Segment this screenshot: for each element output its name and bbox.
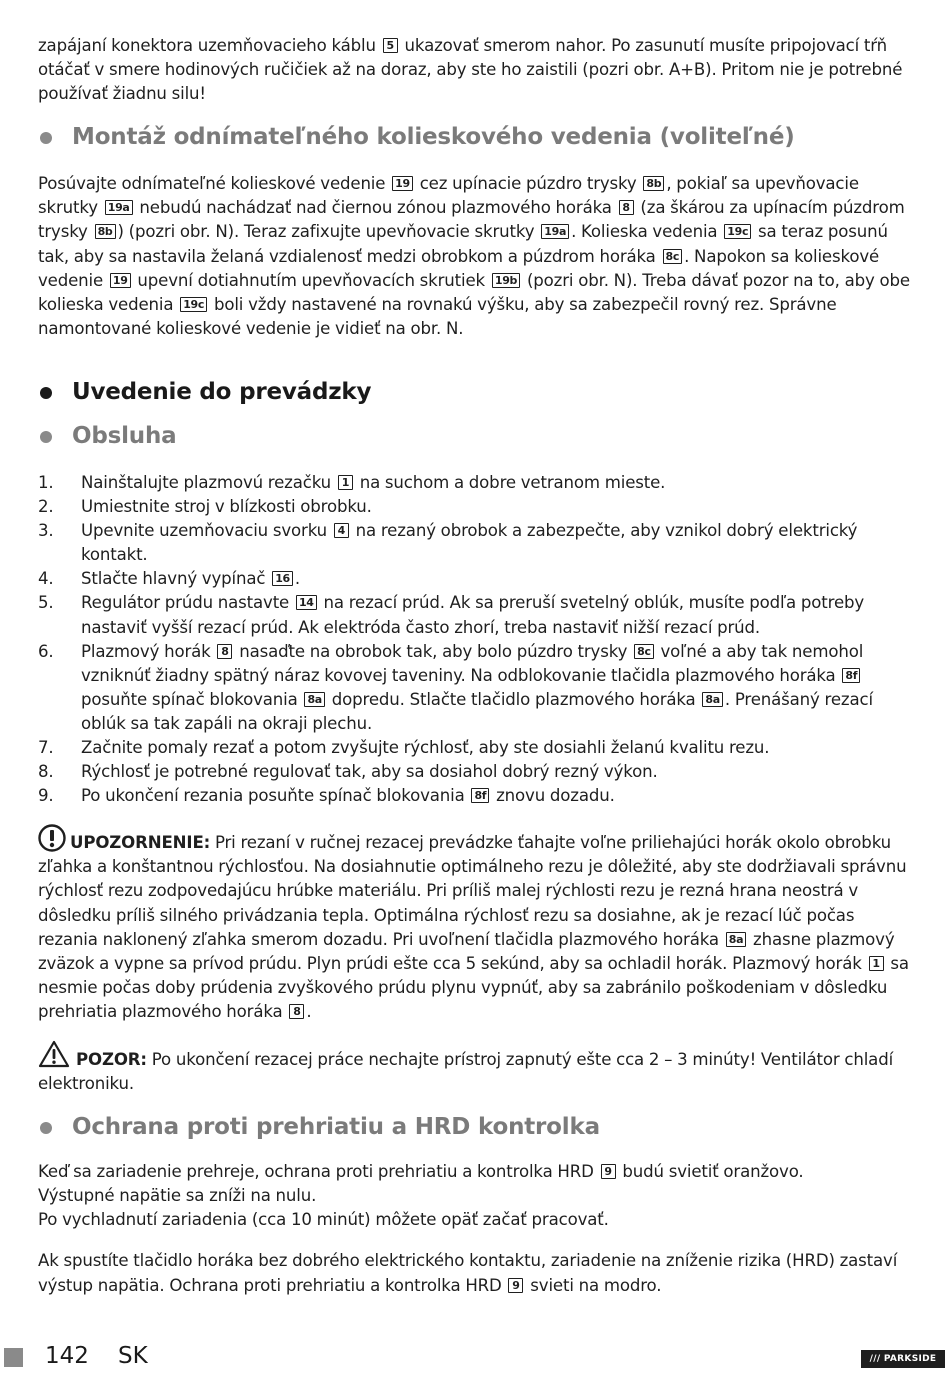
list-item xyxy=(38,736,913,760)
list-item xyxy=(38,567,913,591)
step-number: 5. xyxy=(38,593,54,613)
list-item xyxy=(38,495,913,519)
text: ) (pozri obr. N). Teraz zafixujte upevňovacie skrutky xyxy=(117,222,540,242)
heading-text: Obsluha xyxy=(72,422,177,449)
part-reference: 19a xyxy=(541,224,569,239)
page-footer xyxy=(0,1340,950,1370)
heading-overheat-hrd xyxy=(38,1112,913,1142)
text: posuňte spínač blokovania xyxy=(81,689,303,709)
intro-paragraph xyxy=(38,34,913,106)
list-item xyxy=(38,591,913,639)
part-reference: 8f xyxy=(471,788,489,803)
text: budú svietiť oranžovo. xyxy=(617,1162,804,1182)
text: zhasne plazmový zväzok a vypne sa prívod prúdu. Plyn prúdi ešte cca 5 sekúnd, aby sa ochladil horák. Plazmový horák xyxy=(38,929,895,973)
text: sa teraz posunú tak, aby sa nastavila želaná vzdialenosť medzi obrobkom a púzdrom horáka xyxy=(38,222,888,266)
step-number: 6. xyxy=(38,641,54,661)
brand-logo: /// PARKSIDE xyxy=(861,1350,945,1368)
heading-text: Montáž odnímateľného kolieskového vedenia (voliteľné) xyxy=(72,124,795,151)
part-reference: 8c xyxy=(663,249,683,264)
part-reference: 19 xyxy=(392,176,413,191)
text: Výstupné napätie sa zníži na nulu. xyxy=(38,1186,317,1206)
text: upevní dotiahnutím upevňovacích skrutiek xyxy=(132,270,490,290)
heading-mount-guide xyxy=(38,122,913,152)
part-reference: 8 xyxy=(619,200,634,215)
text: Ak spustíte tlačidlo horáka bez dobrého elektrického kontaktu, zariadenie na zníženie rizika (HRD) zastaví výstup napätia. Ochrana proti prehriatiu a kontrolka HRD xyxy=(38,1251,898,1295)
text: Umiestnite stroj v blízkosti obrobku. xyxy=(81,497,372,517)
part-reference: 14 xyxy=(296,595,317,610)
text: ukazovať smerom nahor. Po zasunutí musíte pripojovací tŕň otáčať v smere hodinových ručičiek až na doraz, aby ste ho zaistili (pozri obr. A+B). Pritom nie je potrebné používať žiadnu silu! xyxy=(38,36,903,104)
caution-label: POZOR: xyxy=(76,1050,147,1069)
text: (za škárou za upínacím púzdrom trysky xyxy=(38,198,905,242)
hrd-paragraph-2 xyxy=(38,1249,913,1297)
text: Keď sa zariadenie prehreje, ochrana proti prehriatiu a kontrolka HRD xyxy=(38,1162,599,1182)
text: . Prenášaný rezací oblúk sa tak zapáli na okraji plechu. xyxy=(81,689,873,733)
text: nebudú nachádzať nad čiernou zónou plazmového horáka xyxy=(134,198,617,218)
text: . xyxy=(294,569,301,589)
text: boli vždy nastavené na rovnakú výšku, aby sa zabezpečil rovný rez. Správne namontované kolieskové vedenie je vidieť na obr. N. xyxy=(38,294,837,338)
text: voľné a aby tak nemohol vzniknúť žiadny spätný náraz kovovej taveniny. Na odblokovanie tlačidla plazmového horáka xyxy=(81,641,864,685)
bullet-icon xyxy=(40,1122,52,1134)
text: Stlačte hlavný vypínač xyxy=(81,569,271,589)
exclamation-icon xyxy=(38,824,66,852)
list-item xyxy=(38,784,913,808)
bullet-icon xyxy=(40,132,52,144)
text: Posúvajte odnímateľné kolieskové vedenie xyxy=(38,174,391,194)
step-number: 3. xyxy=(38,521,54,541)
list-item xyxy=(38,640,913,736)
step-number: 7. xyxy=(38,737,54,757)
text: Regulátor prúdu nastavte xyxy=(81,593,294,613)
text: . Napokon sa kolieskové vedenie xyxy=(38,246,880,290)
part-reference: 19c xyxy=(180,297,207,312)
part-reference: 9 xyxy=(508,1278,523,1293)
part-reference: 8a xyxy=(304,692,324,707)
part-reference: 8f xyxy=(842,668,860,683)
text: svieti na modro. xyxy=(525,1275,662,1295)
text: Pri rezaní v ručnej rezacej prevádzke ťahajte voľne priliehajúci horák okolo obrobku zľahka a konštantnou rýchlosťou. Na dosiahnutie optimálneho rezu je dôležité, aby ste dodržiavali správnu rýchlosť rezu zodpovedajúcu hrúbke materiálu. Pri príliš malej rýchlosti rezu je rezná hrana neostrá v dôsledku príliš silného privádzania tepla. Optimálna rýchlosť rezu sa dosiahne, ak je rezací lúč počas rezania naklonený zľahka smerom dozadu. Pri uvoľnení tlačidla plazmového horáka xyxy=(38,833,907,949)
list-item xyxy=(38,519,913,567)
caution-notice xyxy=(38,1040,913,1096)
text: na rezaný obrobok a zabezpečte, aby vznikol dobrý elektrický kontakt. xyxy=(81,521,858,565)
text: na suchom a dobre vetranom mieste. xyxy=(354,472,666,492)
bullet-icon xyxy=(40,431,52,443)
text: zapájaní konektora uzemňovacieho káblu xyxy=(38,36,381,55)
text: Nainštalujte plazmovú rezačku xyxy=(81,472,336,492)
warning-notice xyxy=(38,824,913,1024)
step-number: 4. xyxy=(38,569,54,589)
part-reference: 19 xyxy=(110,273,131,288)
warning-triangle-icon xyxy=(38,1040,70,1068)
operation-steps-list xyxy=(38,471,913,808)
text: sa nesmie počas doby prúdenia zvyškového prúdu plynu vypnúť, aby sa zabránilo poškodeniam v dôsledku prehriatia plazmového horáka xyxy=(38,953,909,1021)
part-reference: 19b xyxy=(492,273,520,288)
page-number: 142 xyxy=(45,1343,89,1369)
part-reference: 8 xyxy=(217,644,232,659)
heading-text: Ochrana proti prehriatiu a HRD kontrolka xyxy=(72,1114,600,1141)
text: nasaďte na obrobok tak, aby bolo púzdro trysky xyxy=(234,641,633,661)
part-reference: 16 xyxy=(272,571,293,586)
heading-startup xyxy=(38,377,913,407)
part-reference: 19c xyxy=(724,224,751,239)
text: , pokiaľ sa upevňovacie skrutky xyxy=(38,174,859,218)
language-code: SK xyxy=(118,1343,148,1369)
part-reference: 8b xyxy=(95,224,116,239)
text: Po vychladnutí zariadenia (cca 10 minút) môžete opäť začať pracovať. xyxy=(38,1210,609,1230)
text: Začnite pomaly rezať a potom zvyšujte rýchlosť, aby ste dosiahli želanú kvalitu rezu. xyxy=(81,737,770,757)
hrd-paragraph-1 xyxy=(38,1160,913,1232)
bullet-icon xyxy=(40,387,52,399)
manual-page xyxy=(38,34,913,1298)
text: Upevnite uzemňovaciu svorku xyxy=(81,521,332,541)
part-reference: 8b xyxy=(643,176,664,191)
part-reference: 4 xyxy=(334,523,349,538)
step-number: 1. xyxy=(38,472,54,492)
heading-text: Uvedenie do prevádzky xyxy=(72,378,372,405)
list-item xyxy=(38,760,913,784)
step-number: 2. xyxy=(38,497,54,517)
text: znovu dozadu. xyxy=(491,786,615,806)
text: Plazmový horák xyxy=(81,641,216,661)
part-reference: 19a xyxy=(105,200,133,215)
part-reference: 8c xyxy=(634,644,654,659)
text: cez upínacie púzdro trysky xyxy=(414,174,642,194)
text: (pozri obr. N). Treba dávať pozor na to, aby obe kolieska vedenia xyxy=(38,270,910,314)
step-number: 9. xyxy=(38,786,54,806)
text: . xyxy=(306,1001,312,1021)
text: dopredu. Stlačte tlačidlo plazmového horáka xyxy=(326,689,701,709)
warning-label: UPOZORNENIE: xyxy=(70,833,211,853)
step-number: 8. xyxy=(38,762,54,782)
part-reference: 5 xyxy=(383,38,398,53)
text: Po ukončení rezacej práce nechajte prístroj zapnutý ešte cca 2 – 3 minúty! Ventilátor chladí elektroniku. xyxy=(38,1050,894,1094)
text: Rýchlosť je potrebné regulovať tak, aby sa dosiahol dobrý rezný výkon. xyxy=(81,762,658,782)
part-reference: 1 xyxy=(869,956,884,971)
footer-marker-square xyxy=(4,1348,23,1367)
text: . Kolieska vedenia xyxy=(571,222,723,242)
text: Po ukončení rezania posuňte spínač blokovania xyxy=(81,786,470,806)
part-reference: 8a xyxy=(702,692,722,707)
mount-paragraph xyxy=(38,172,913,341)
part-reference: 1 xyxy=(338,475,353,490)
text: na rezací prúd. Ak sa preruší svetelný oblúk, musíte podľa potreby nastaviť vyšší rezací prúd. Ak elektróda často zhorí, treba nastaviť nižší rezací prúd. xyxy=(81,593,865,637)
heading-operation xyxy=(38,421,913,451)
part-reference: 8a xyxy=(726,932,746,947)
part-reference: 9 xyxy=(601,1164,616,1179)
list-item xyxy=(38,471,913,495)
part-reference: 8 xyxy=(289,1004,304,1019)
